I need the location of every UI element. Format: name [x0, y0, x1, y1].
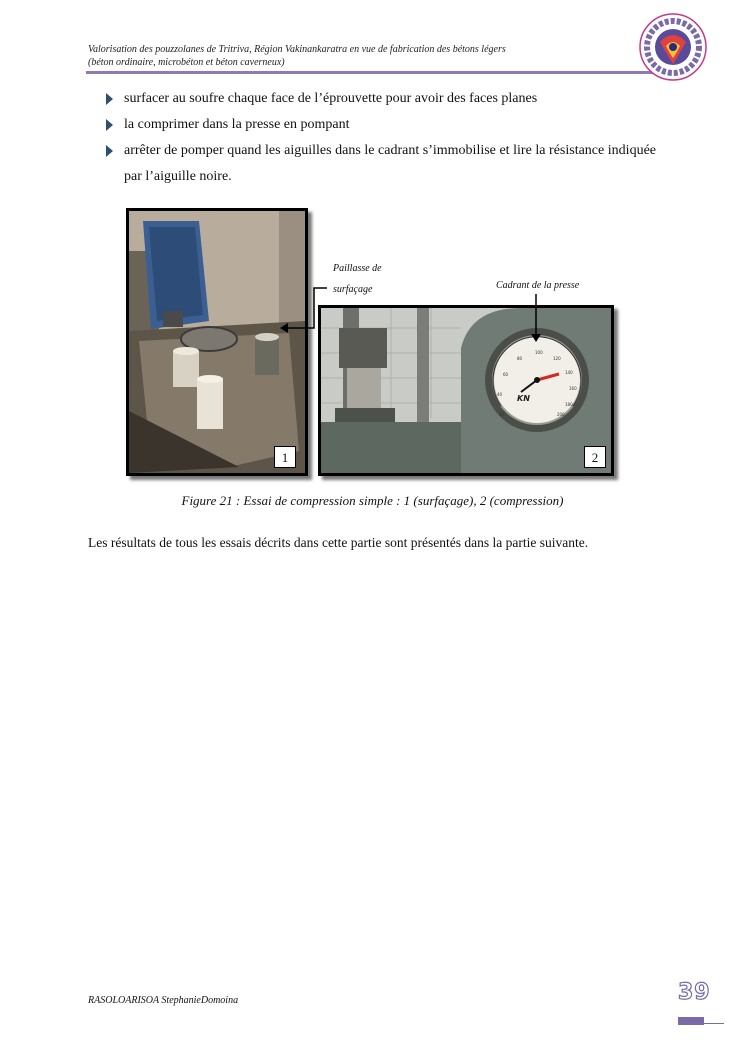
- body-paragraph: Les résultats de tous les essais décrits dans cette partie sont présentés dans la partie suivante.: [88, 535, 589, 550]
- gauge-unit-label: KN: [517, 394, 530, 403]
- list-item-text: surfacer au soufre chaque face de l’éprouvette pour avoir des faces planes: [124, 91, 538, 106]
- running-header: [88, 44, 628, 69]
- list-item-text: arrêter de pomper quand les aiguilles dans le cadrant s’immobilise et lire la résistance indiquée par l’aiguille noire.: [124, 143, 656, 184]
- header-line-1: Valorisation des pouzzolanes de Tritriva, Région Vakinankaratra en vue de fabrication des bétons légers: [88, 44, 506, 55]
- footer-author: RASOLOARISOA StephanieDomoina: [88, 995, 239, 1006]
- gauge-tick-200: 200: [557, 412, 565, 417]
- gauge-tick-20: 20: [499, 412, 505, 417]
- faculty-logo: [638, 12, 708, 82]
- list-item: [104, 86, 656, 112]
- bullet-arrow-icon: [106, 119, 113, 131]
- gauge-tick-180: 180: [565, 402, 573, 407]
- figure-caption: Figure 21 : Essai de compression simple : 1 (surfaçage), 2 (compression): [181, 493, 564, 508]
- photo-number-2: 2: [584, 446, 606, 468]
- gauge-tick-80: 80: [517, 356, 523, 361]
- list-item: [104, 112, 656, 138]
- photo-surfacing-station: [126, 208, 308, 476]
- list-item: [104, 138, 656, 190]
- page-number-bar: [678, 1017, 704, 1025]
- gauge-tick-60: 60: [503, 372, 509, 377]
- bullet-arrow-icon: [106, 145, 113, 157]
- procedure-list: [104, 86, 656, 190]
- photo-compression-press: [318, 305, 614, 476]
- gauge-tick-120: 120: [553, 356, 561, 361]
- bullet-arrow-icon: [106, 93, 113, 105]
- page-number: 39: [678, 980, 711, 1005]
- header-rule: [86, 71, 658, 74]
- label-cadran: Cadrant de la presse: [496, 280, 580, 291]
- photo-number-1: 1: [274, 446, 296, 468]
- gauge-tick-40: 40: [497, 392, 503, 397]
- label-paillasse: Paillasse de surfaçage: [333, 263, 382, 295]
- gauge-tick-100: 100: [535, 350, 543, 355]
- gauge-tick-160: 160: [569, 386, 577, 391]
- page-number-line: [704, 1023, 724, 1024]
- list-item-text: la comprimer dans la presse en pompant: [124, 117, 350, 132]
- header-line-2: (béton ordinaire, microbéton et béton caverneux): [88, 56, 285, 68]
- gauge-tick-140: 140: [565, 370, 573, 375]
